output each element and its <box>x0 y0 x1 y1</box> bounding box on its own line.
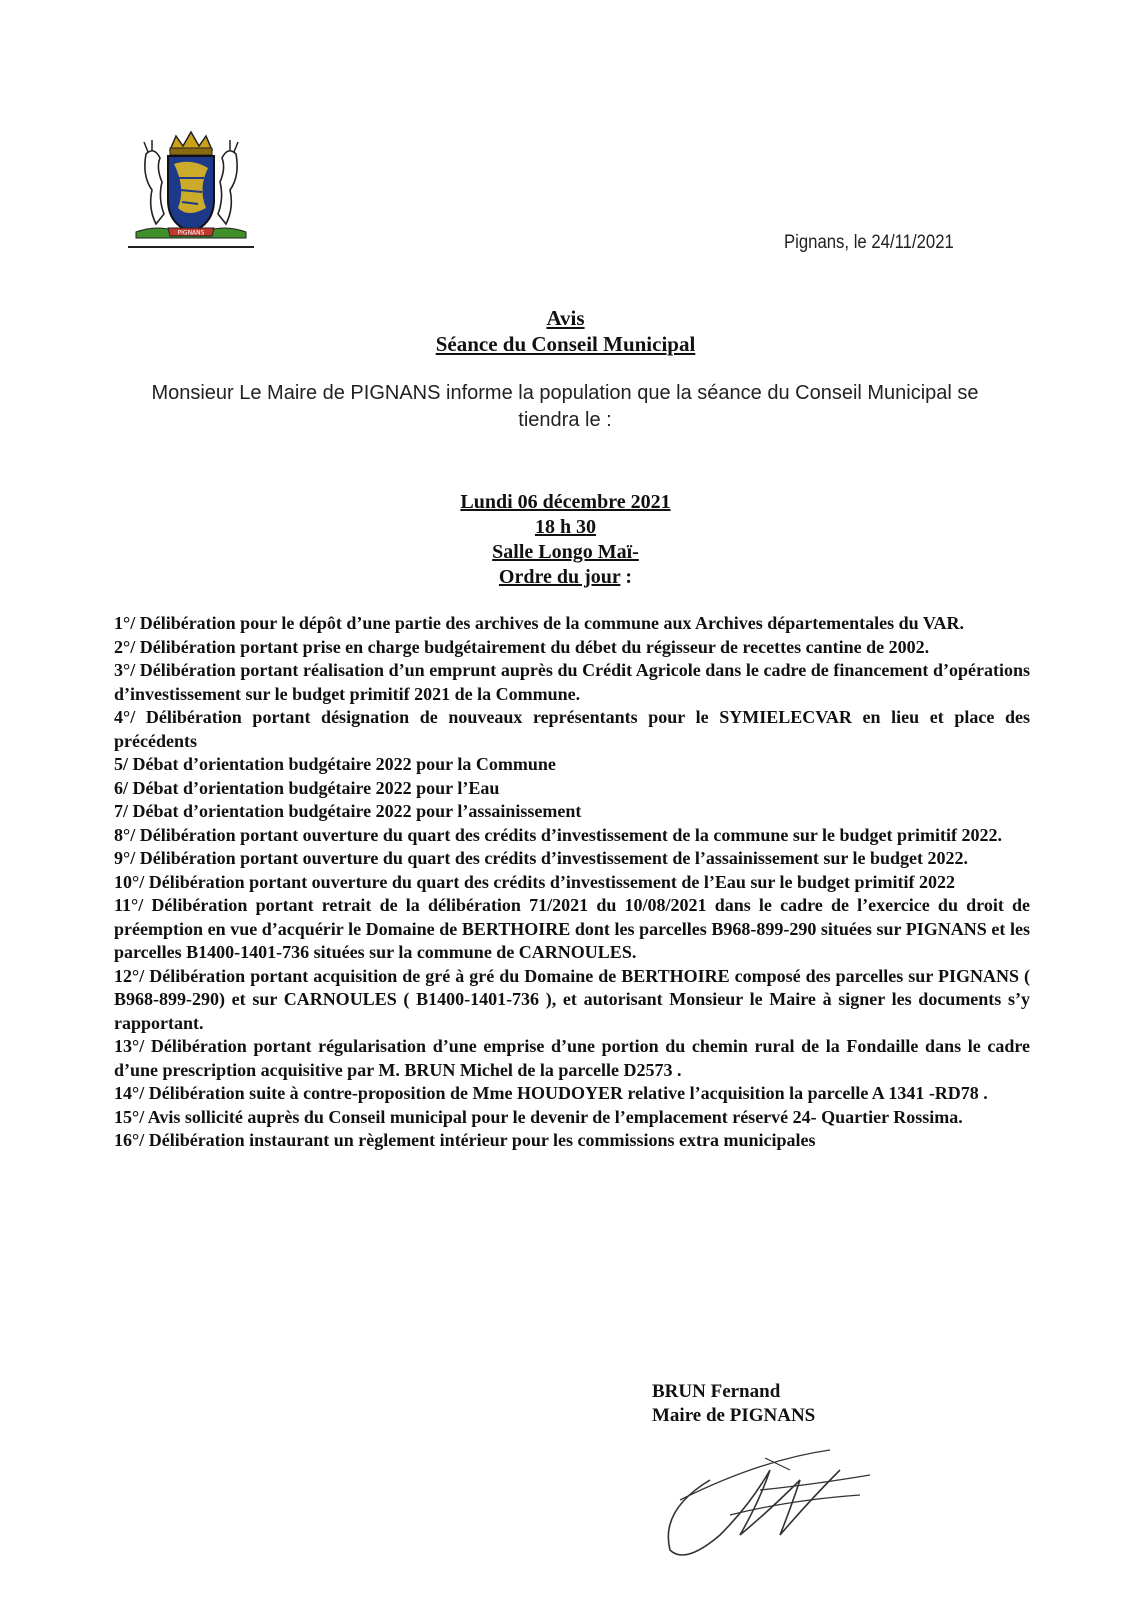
agenda-item: 6/ Débat d’orientation budgétaire 2022 pour l’Eau <box>114 777 500 798</box>
agenda-item: 5/ Débat d’orientation budgétaire 2022 pour la Commune <box>114 754 556 774</box>
agenda-item: 7/ Débat d’orientation budgétaire 2022 pour l’assainissement <box>114 801 582 821</box>
intro-line-1: Monsieur Le Maire de PIGNANS informe la population que la séance du Conseil Municipal se <box>151 382 979 404</box>
agenda-item: 16°/ Délibération instaurant un règlement intérieur pour les commissions extra municipales <box>114 1130 816 1150</box>
agenda-item: 2°/ Délibération portant prise en charge budgétairement du débet du régisseur de recettes cantine de 2002. <box>114 636 930 657</box>
signatory-name: BRUN Fernand <box>652 1381 781 1402</box>
agenda-item: 1°/ Délibération pour le dépôt d’une partie des archives de la commune aux Archives départementales du VAR. <box>114 613 965 633</box>
agenda-item: 14°/ Délibération suite à contre-proposition de Mme HOUDOYER relative l’acquisition la parcelle A 1341 -RD78 . <box>114 1083 988 1103</box>
agenda-item: 13°/ Délibération portant régularisation d’une emprise d’une portion du chemin rural de la Fondaille dans le cadre d’une prescription acquisitive par M. BRUN Michel de la parcelle D2573 . <box>114 1036 1030 1080</box>
agenda-item: 4°/ Délibération portant désignation de nouveaux représentants pour le SYMIELECVAR en lieu et place des précédents <box>114 707 1030 751</box>
place-date: Pignans, le 24/11/2021 <box>784 232 954 253</box>
meeting-details <box>0 490 1131 590</box>
signatory-role: Maire de PIGNANS <box>652 1405 816 1426</box>
agenda-item: 3°/ Délibération portant réalisation d’un emprunt auprès du Crédit Agricole dans le cadre de financement d’opérations d’investissement sur le budget primitif 2021 de la Commune. <box>114 660 1030 704</box>
signatory-block <box>652 1380 815 1428</box>
agenda-heading-colon: : <box>620 566 633 588</box>
agenda-list <box>114 612 1030 1153</box>
municipal-crest-logo <box>128 128 254 248</box>
meeting-place: Salle Longo Maï- <box>492 541 639 563</box>
notice-subtitle: Séance du Conseil Municipal <box>435 332 696 356</box>
agenda-item: 10°/ Délibération portant ouverture du quart des crédits d’investissement de l’Eau sur le budget primitif 2022 <box>114 871 956 892</box>
agenda-item: 11°/ Délibération portant retrait de la délibération 71/2021 du 10/08/2021 dans le cadre de l’exercice du droit de préemption en vue d’acquérir le Domaine de BERTHOIRE dont les parcelles B968-899-290 situées sur PIGNANS et les parcelles B1400-1401-736 situées sur la commune de CARNOULES. <box>114 895 1030 962</box>
agenda-item: 9°/ Délibération portant ouverture du quart des crédits d’investissement de l’assainissement sur le budget 2022. <box>114 848 969 868</box>
agenda-item: 12°/ Délibération portant acquisition de gré à gré du Domaine de BERTHOIRE composé des parcelles sur PIGNANS ( B968-899-290) et sur CARNOULES ( B1400-1401-736 ), et autorisant Monsieur le Maire à signer les documents s’y rapportant. <box>114 965 1030 1033</box>
agenda-item: 15°/ Avis sollicité auprès du Conseil municipal pour le devenir de l’emplacement réservé 24- Quartier Rossima. <box>114 1106 963 1127</box>
meeting-date: Lundi 06 décembre 2021 <box>460 491 671 513</box>
agenda-heading: Ordre du jour <box>498 566 621 588</box>
agenda-item: 8°/ Délibération portant ouverture du quart des crédits d’investissement de la commune sur le budget primitif 2022. <box>114 824 1002 845</box>
crest-ribbon-text: PIGNANS <box>177 229 205 237</box>
meeting-time: 18 h 30 <box>534 516 597 538</box>
notice-title: Avis <box>546 306 585 330</box>
handwritten-signature <box>640 1440 880 1570</box>
intro-line-2: tiendra le : <box>518 409 612 431</box>
crest-underline <box>128 246 254 248</box>
intro-paragraph <box>100 380 1030 434</box>
